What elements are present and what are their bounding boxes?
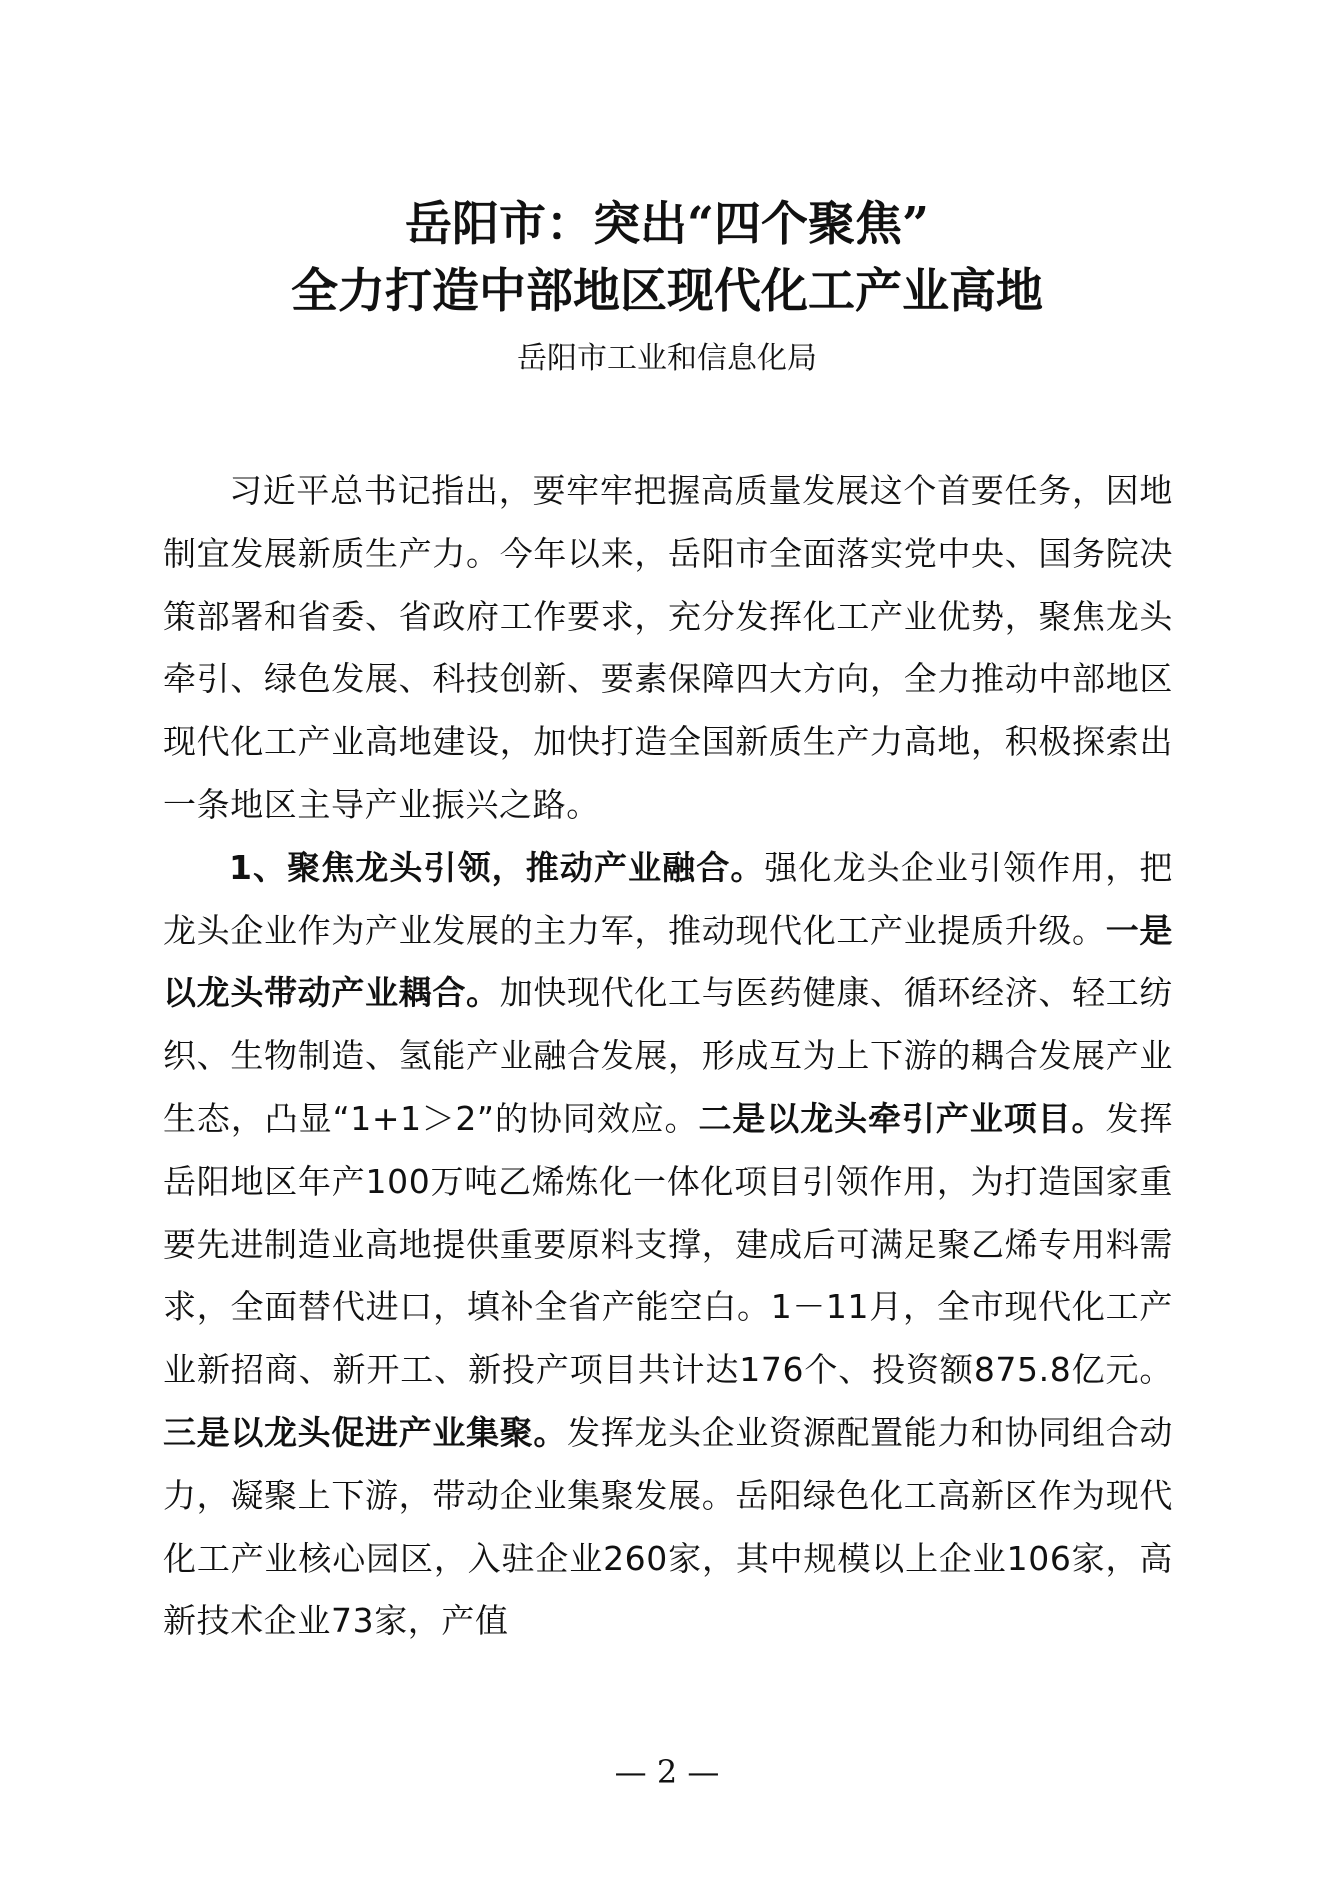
document-author: 岳阳市工业和信息化局 bbox=[517, 341, 817, 376]
point-1-text: 加快现代化工与医药健康、循环经济、轻工纺织、生物制造、氢能产业融合发展，形成互为上下游的耦合发展产业生态，凸显“1+1＞2”的协同效应。 bbox=[163, 973, 1174, 1138]
section-1-lead: 强化龙头企业引领作用，把龙头企业作为产业发展的主力军，推动现代化工产业提质升级。 bbox=[163, 847, 1173, 950]
intro-paragraph: 习近平总书记指出，要牢牢把握高质量发展这个首要任务，因地制宜发展新质生产力。今年以来，岳阳市全面落实党中央、国务院决策部署和省委、省政府工作要求，充分发挥化工产业优势，聚焦龙头牵引、绿色发展、科技创新、要素保障四大方向，全力推动中部地区现代化工产业高地建设，加快打造全国新质生产力高地，积极探索出一条地区主导产业振兴之路。 bbox=[163, 471, 1173, 824]
point-1-heading: 一是以龙头带动产业耦合。 bbox=[163, 910, 1173, 1013]
point-2-text: 发挥岳阳地区年产100万吨乙烯炼化一体化项目引领作用，为打造国家重要先进制造业高地提供重要原料支撑，建成后可满足聚乙烯专用料需求，全面替代进口，填补全省产能空白。1－11月，全市现代化工产业新招商、新开工、新投产项目共计达176个、投资额875.8亿元。 bbox=[163, 1098, 1174, 1390]
document-title-line-2: 全力打造中部地区现代化工产业高地 bbox=[291, 264, 1043, 319]
point-3-text: 发挥龙头企业资源配置能力和协同组合动力，凝聚上下游，带动企业集聚发展。岳阳绿色化工高新区作为现代化工产业核心园区，入驻企业260家，其中规模以上企业106家，高新技术企业73家，产值 bbox=[163, 1412, 1173, 1641]
document-title-line-1: 岳阳市：突出“四个聚焦” bbox=[404, 197, 930, 252]
page-number: — 2 — bbox=[614, 1753, 720, 1791]
document-body bbox=[163, 460, 1173, 1653]
section-1-paragraph bbox=[163, 837, 1173, 1653]
section-1-heading: 1、聚焦龙头引领，推动产业融合。 bbox=[229, 847, 765, 887]
point-3-heading: 三是以龙头促进产业集聚。 bbox=[163, 1412, 568, 1452]
point-2-heading: 二是以龙头牵引产业项目。 bbox=[698, 1098, 1106, 1138]
